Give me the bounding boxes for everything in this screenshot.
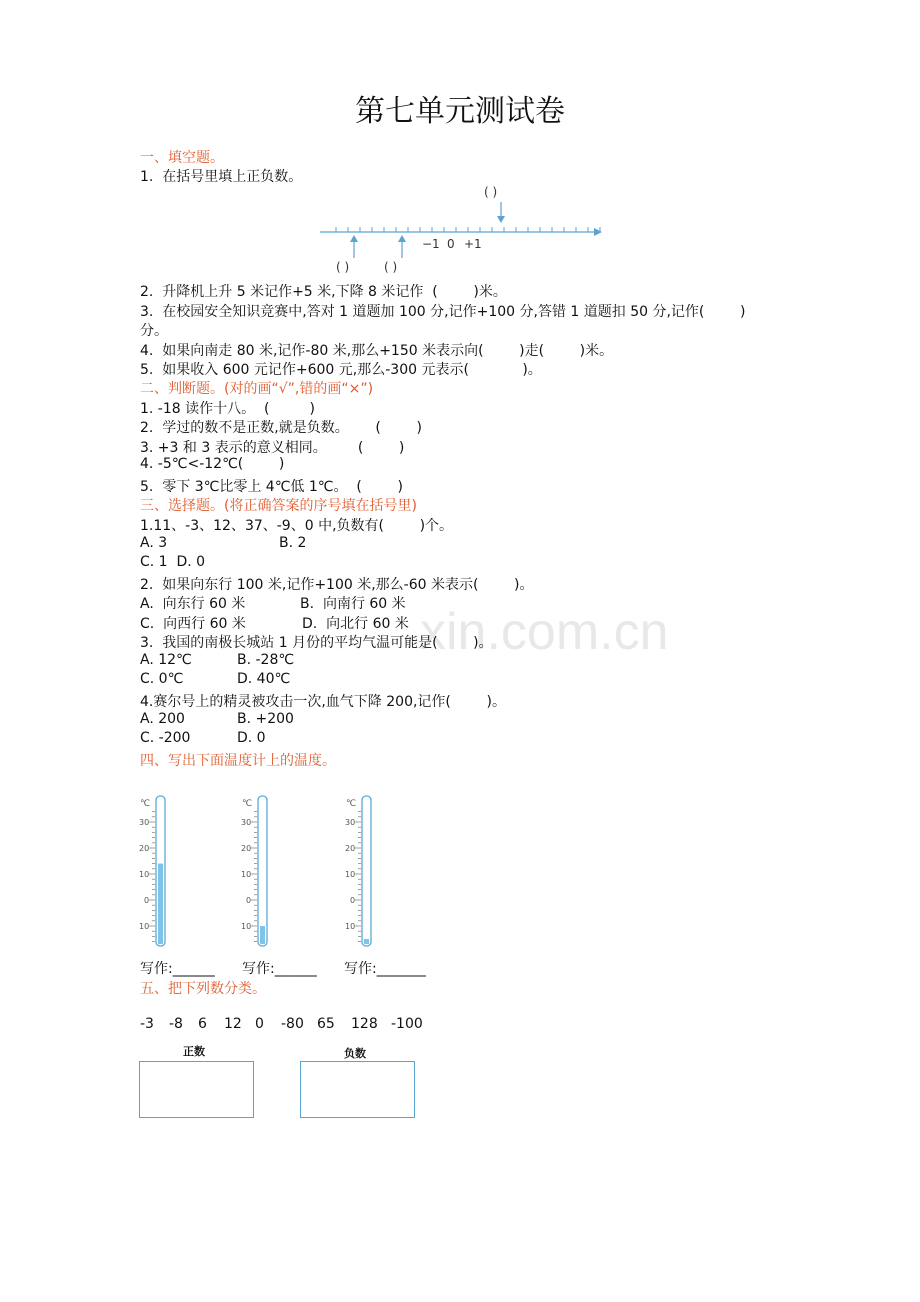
thermometer-tick-label: 10 bbox=[241, 922, 252, 931]
thermometer-liquid bbox=[260, 926, 265, 944]
box-negative-label: 负数 bbox=[344, 1047, 366, 1060]
number-item: 6 bbox=[198, 1016, 207, 1032]
label-0: 0 bbox=[447, 237, 455, 251]
judge-q2: 2. 学过的数不是正数,就是负数。 ( ) bbox=[140, 420, 422, 436]
number-item: -3 bbox=[140, 1016, 154, 1032]
thermometer-tick-label: 10 bbox=[345, 922, 356, 931]
fill-q1: 1. 在括号里填上正负数。 bbox=[140, 169, 303, 185]
number-item: 0 bbox=[255, 1016, 264, 1032]
fill-q5: 5. 如果收入 600 元记作+600 元,那么-300 元表示( )。 bbox=[140, 362, 542, 378]
choice-q3: 3. 我国的南极长城站 1 月份的平均气温可能是( )。 bbox=[140, 635, 493, 651]
fill-q2: 2. 升降机上升 5 米记作+5 米,下降 8 米记作 ( )米。 bbox=[140, 284, 507, 300]
number-line-top-blank: ( ) bbox=[484, 185, 498, 199]
thermometer-unit: ℃ bbox=[346, 799, 357, 809]
fill-q3: 3. 在校园安全知识竞赛中,答对 1 道题加 100 分,记作+100 分,答错 1 道题扣 50 分,记作( ) bbox=[140, 304, 746, 320]
judge-q4: 4. -5℃<-12℃( ) bbox=[140, 456, 285, 472]
thermometer-2 bbox=[236, 792, 296, 952]
thermometer-tick-label: 30 bbox=[241, 818, 252, 827]
arrow-down-head bbox=[497, 216, 505, 223]
choice-q2-option-c: C. 向西行 60 米 bbox=[140, 616, 246, 632]
choice-q4-option-b: B. +200 bbox=[237, 711, 294, 727]
choice-q2: 2. 如果向东行 100 米,记作+100 米,那么-60 米表示( )。 bbox=[140, 577, 534, 593]
number-item: 12 bbox=[224, 1016, 242, 1032]
thermometer-tick-label: 10 bbox=[139, 922, 150, 931]
thermometer-tick-label: 30 bbox=[139, 818, 150, 827]
thermometer-tick-label: 0 bbox=[144, 896, 150, 905]
fill-q3-continued: 分。 bbox=[140, 323, 168, 339]
choice-q3-option-b: B. -28℃ bbox=[237, 652, 295, 668]
judge-q1: 1. -18 读作十八。 ( ) bbox=[140, 401, 315, 417]
thermometer-tick-label: 10 bbox=[241, 870, 252, 879]
number-line-bottom-blank-2: ( ) bbox=[384, 260, 398, 274]
watermark: xin.com.cn bbox=[420, 603, 669, 661]
choice-q3-option-a: A. 12℃ bbox=[140, 652, 192, 668]
choice-q4-option-d: D. 0 bbox=[237, 730, 266, 746]
number-item: -8 bbox=[169, 1016, 183, 1032]
thermometer-1 bbox=[134, 792, 194, 952]
choice-q4: 4.赛尔号上的精灵被攻击一次,血气下降 200,记作( )。 bbox=[140, 694, 506, 710]
judge-q5: 5. 零下 3℃比零上 4℃低 1℃。 ( ) bbox=[140, 479, 403, 495]
section-1-heading: 一、填空题。 bbox=[140, 150, 224, 166]
thermometer-liquid bbox=[158, 864, 163, 944]
fill-q4: 4. 如果向南走 80 米,记作-80 米,那么+150 米表示向( )走( )米。 bbox=[140, 343, 614, 359]
number-line-ticks bbox=[336, 227, 600, 232]
thermometer-tube bbox=[258, 796, 267, 946]
thermometer-3 bbox=[340, 792, 400, 952]
number-item: -80 bbox=[281, 1016, 304, 1032]
box-positive-label: 正数 bbox=[183, 1045, 205, 1058]
choice-q2-option-b: B. 向南行 60 米 bbox=[300, 596, 406, 612]
page-title: 第七单元测试卷 bbox=[355, 94, 565, 129]
choice-q2-option-a: A. 向东行 60 米 bbox=[140, 596, 246, 612]
choice-q1: 1.11、-3、12、37、-9、0 中,负数有( )个。 bbox=[140, 518, 454, 534]
choice-q2-option-d: D. 向北行 60 米 bbox=[302, 616, 409, 632]
section-3-heading: 三、选择题。(将正确答案的序号填在括号里) bbox=[140, 498, 417, 514]
number-item: 65 bbox=[317, 1016, 335, 1032]
choice-q4-option-a: A. 200 bbox=[140, 711, 185, 727]
box-negative bbox=[300, 1061, 415, 1118]
choice-q1-option-cd: C. 1 D. 0 bbox=[140, 554, 206, 570]
judge-q3: 3. +3 和 3 表示的意义相同。 ( ) bbox=[140, 440, 405, 456]
thermometer-tick-label: 20 bbox=[139, 844, 150, 853]
choice-q3-option-d: D. 40℃ bbox=[237, 671, 291, 687]
number-item: 128 bbox=[351, 1016, 378, 1032]
choice-q1-option-a: A. 3 bbox=[140, 535, 168, 551]
thermometer-tick-label: 0 bbox=[350, 896, 356, 905]
arrow-up-2-head bbox=[398, 235, 406, 242]
thermometer-tick-label: 20 bbox=[345, 844, 356, 853]
write-answer-2: 写作:______ bbox=[242, 961, 317, 977]
section-2-heading: 二、判断题。(对的画“√”,错的画“×”) bbox=[140, 381, 374, 397]
thermometer-unit: ℃ bbox=[140, 799, 151, 809]
thermometer-tick-label: 0 bbox=[246, 896, 252, 905]
write-answer-3: 写作:_______ bbox=[344, 961, 426, 977]
number-item: -100 bbox=[391, 1016, 423, 1032]
arrow-up-1-head bbox=[350, 235, 358, 242]
thermometer-tick-label: 20 bbox=[241, 844, 252, 853]
thermometer-tick-label: 10 bbox=[139, 870, 150, 879]
section-4-heading: 四、写出下面温度计上的温度。 bbox=[140, 753, 336, 769]
label-neg1: −1 bbox=[422, 237, 440, 251]
box-positive bbox=[139, 1061, 254, 1118]
number-line-bottom-blank-1: ( ) bbox=[336, 260, 350, 274]
choice-q1-option-b: B. 2 bbox=[279, 535, 307, 551]
thermometer-tick-label: 10 bbox=[345, 870, 356, 879]
thermometer-tick-label: 30 bbox=[345, 818, 356, 827]
choice-q3-option-c: C. 0℃ bbox=[140, 671, 184, 687]
number-line-arrowhead bbox=[594, 228, 602, 236]
choice-q4-option-c: C. -200 bbox=[140, 730, 191, 746]
section-5-heading: 五、把下列数分类。 bbox=[140, 981, 266, 997]
thermometer-liquid bbox=[364, 939, 369, 944]
write-answer-1: 写作:______ bbox=[140, 961, 215, 977]
number-line-figure bbox=[316, 182, 606, 278]
thermometer-tube bbox=[362, 796, 371, 946]
thermometer-unit: ℃ bbox=[242, 799, 253, 809]
label-pos1: +1 bbox=[464, 237, 482, 251]
